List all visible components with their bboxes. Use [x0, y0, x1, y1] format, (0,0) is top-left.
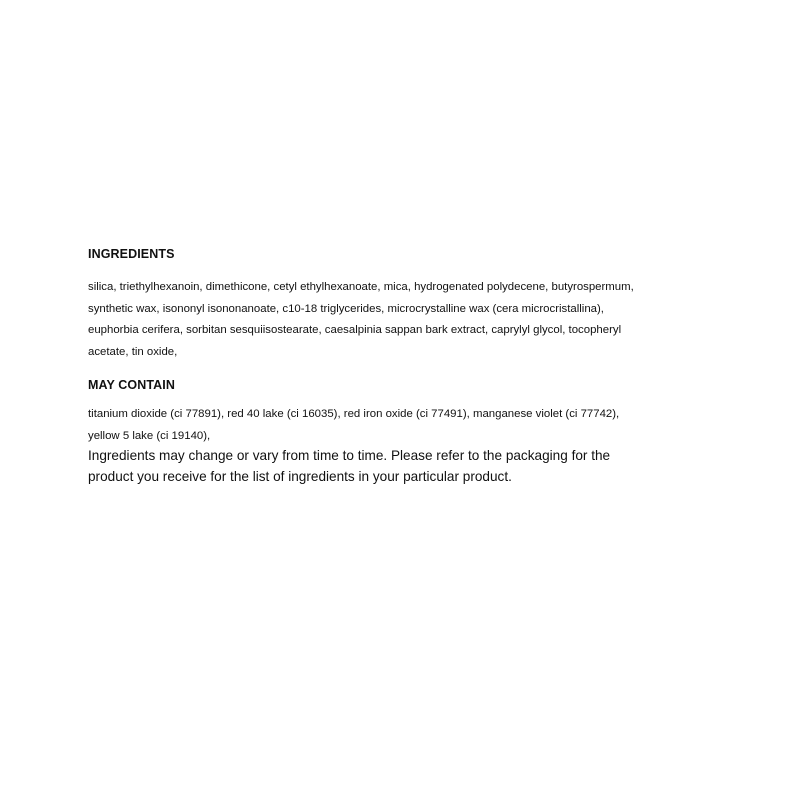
ingredients-notice: Ingredients may change or vary from time to time. Please refer to the packaging for the product you receive for the list of ingredients in your particular product. [88, 448, 611, 484]
may-contain-list: titanium dioxide (ci 77891), red 40 lake (ci 16035), red iron oxide (ci 77491), manganese violet (ci 77742), yellow 5 lake (ci 19140), [88, 408, 620, 442]
ingredients-document [88, 246, 648, 487]
may-contain-heading: MAY CONTAIN [88, 378, 175, 392]
ingredients-heading: INGREDIENTS [88, 247, 175, 261]
ingredients-list: silica, triethylhexanoin, dimethicone, cetyl ethylhexanoate, mica, hydrogenated polydecene, butyrospermum, synthetic wax, isononyl isononanoate, c10-18 triglycerides, microcrystalline wax (cera microcristallina), euphorbia cerifera, sorbitan sesquiisostearate, caesalpinia sappan bark extract, caprylyl glycol, tocopheryl acetate, tin oxide, [88, 281, 634, 358]
